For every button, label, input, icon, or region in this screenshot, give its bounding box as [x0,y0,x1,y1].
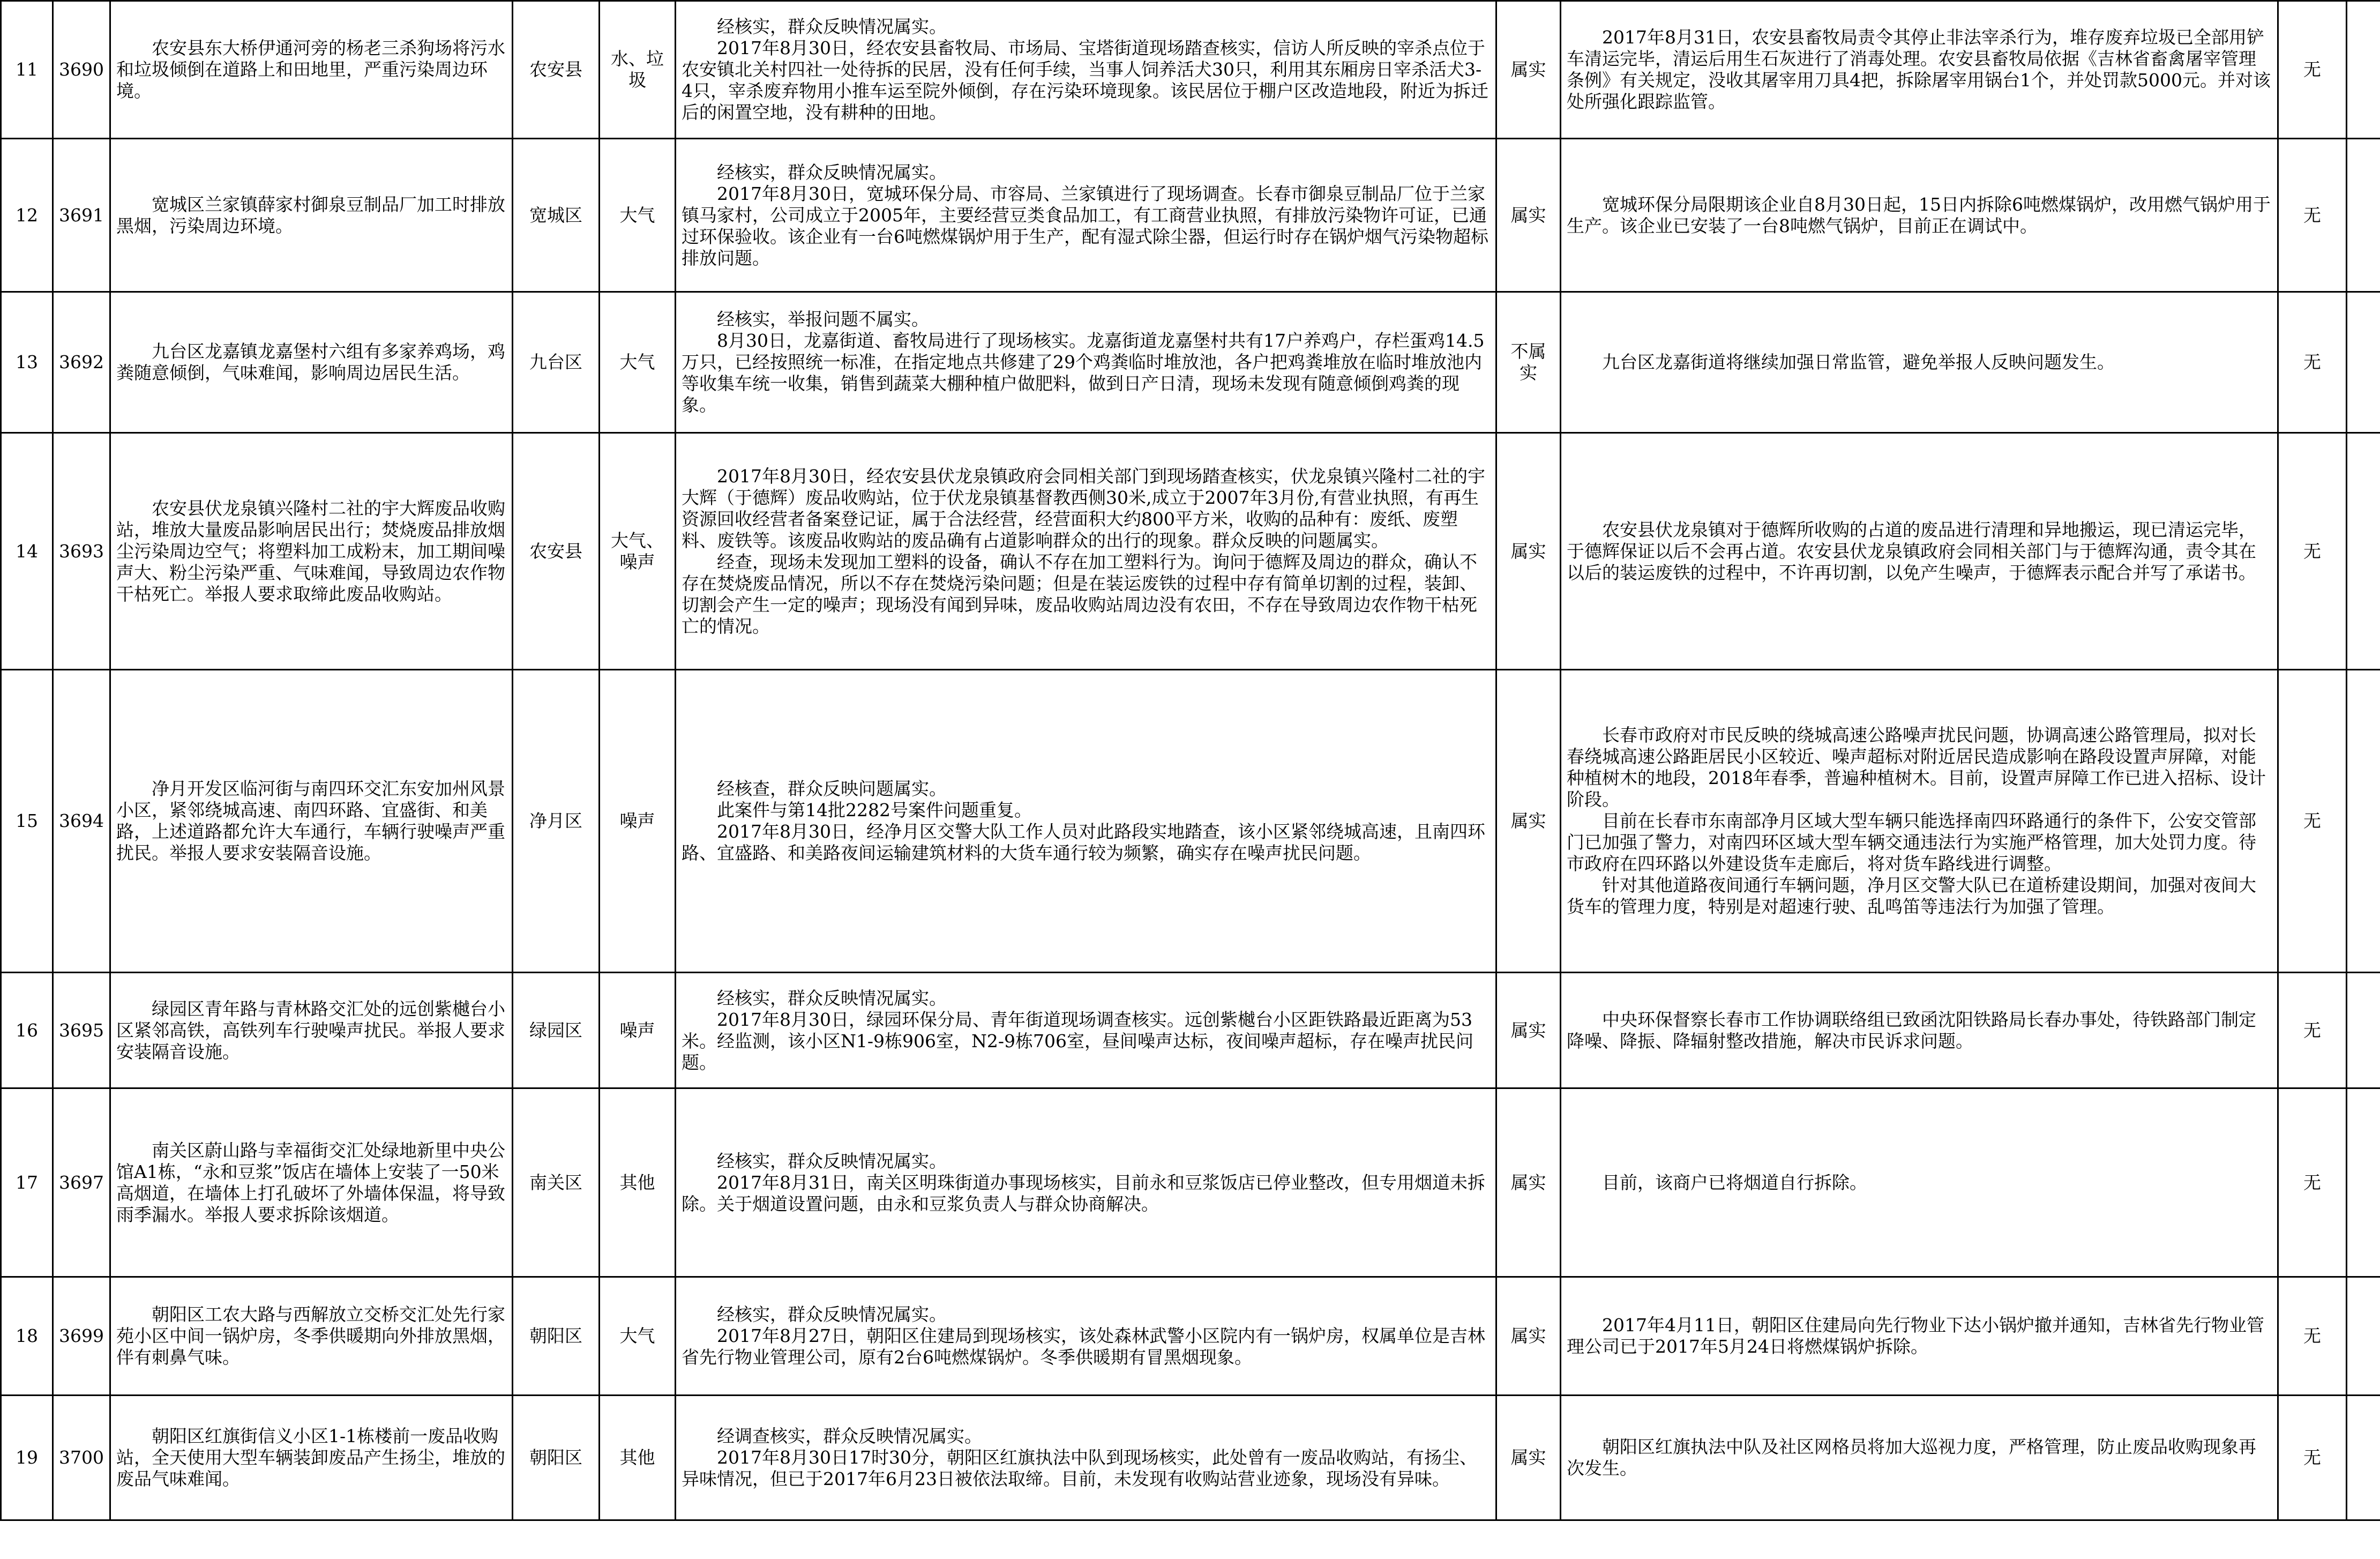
investigation-finding-cell [676,292,1496,433]
remarks-cell [2347,292,2380,433]
action-paragraph: 农安县伏龙泉镇对于德辉所收购的占道的废品进行清理和异地搬运，现已清运完毕，于德辉保证以后不会再占道。农安县伏龙泉镇政府会同相关部门与于德辉沟通，责令其在以后的装运废铁的过程中，不许再切割，以免产生噪声，于德辉表示配合并写了承诺书。 [1567,519,2256,583]
row-number-cell: 17 [1,1088,53,1277]
verdict-text: 属实 [1510,810,1546,831]
investigation-finding-cell [676,1088,1496,1277]
remarks-cell [2347,1,2380,139]
finding-paragraph: 2017年8月27日，朝阳区住建局到现场核实，该处森林武警小区院内有一锅炉房，权属单位是吉林省先行物业管理公司，原有2台6吨燃煤锅炉。冬季供暖期有冒黑烟现象。 [682,1325,1485,1368]
rectification-action-cell [1561,670,2278,973]
category-text: 水、垃圾 [611,48,664,91]
district-cell: 朝阳区 [513,1277,600,1396]
complaint-text: 净月开发区临河街与南四环交汇东安加州风景小区，紧邻绕城高速、南四环路、宜盛街、和美路，上述道路都允许大车通行，车辆行驶噪声严重扰民。举报人要求安装隔音设施。 [116,778,505,863]
accountability-cell: 无 [2278,1396,2347,1520]
district-cell: 农安县 [513,1,600,139]
complaint-content-cell [110,670,513,973]
accountability-cell: 无 [2278,139,2347,292]
action-paragraph: 朝阳区红旗执法中队及社区网格员将加大巡视力度，严格管理，防止废品收购现象再次发生。 [1567,1436,2256,1479]
table-row [1,1396,2380,1520]
complaint-text: 南关区蔚山路与幸福街交汇处绿地新里中央公馆A1栋，“永和豆浆”饭店在墙体上安装了一50米高烟道，在墙体上打孔破坏了外墙体保温，将导致雨季漏水。举报人要求拆除该烟道。 [116,1139,505,1225]
verdict-text: 属实 [1510,59,1546,80]
row-number-cell: 15 [1,670,53,973]
row-number-cell: 12 [1,139,53,292]
action-paragraph: 中央环保督察长春市工作协调联络组已致函沈阳铁路局长春办事处，待铁路部门制定降噪、降振、降辐射整改措施，解决市民诉求问题。 [1567,1009,2256,1051]
category-text: 大气 [619,204,655,226]
complaint-text: 宽城区兰家镇薛家村御泉豆制品厂加工时排放黑烟，污染周边环境。 [116,193,505,236]
remarks-cell [2347,433,2380,670]
table-row [1,139,2380,292]
action-paragraph: 宽城环保分局限期该企业自8月30日起，15日内拆除6吨燃煤锅炉，改用燃气锅炉用于生产。该企业已安装了一台8吨燃气锅炉，目前正在调试中。 [1567,193,2271,236]
category-text: 其他 [619,1172,655,1193]
verdict-cell [1496,670,1561,973]
case-id-cell: 3691 [53,139,110,292]
complaint-content-cell [110,973,513,1088]
accountability-cell: 无 [2278,973,2347,1088]
complaint-text: 绿园区青年路与青林路交汇处的远创紫樾台小区紧邻高铁，高铁列车行驶噪声扰民。举报人要求安装隔音设施。 [116,998,505,1062]
complaint-content-cell [110,292,513,433]
table-row [1,1277,2380,1396]
case-id-cell: 3700 [53,1396,110,1520]
rectification-action-cell [1561,1277,2278,1396]
accountability-cell: 无 [2278,433,2347,670]
pollution-category-cell [600,139,676,292]
rectification-action-cell [1561,973,2278,1088]
finding-paragraph: 经查，现场未发现加工塑料的设备，确认不存在加工塑料行为。询问于德辉及周边的群众，确认不存在焚烧废品情况，所以不存在焚烧污染问题；但是在装运废铁的过程中存有简单切割的过程，装卸、切割会产生一定的噪声；现场没有闻到异味，废品收购站周边没有农田，不存在导致周边农作物干枯死亡的情况。 [682,551,1477,637]
action-paragraph: 目前，该商户已将烟道自行拆除。 [1602,1172,1867,1193]
complaint-text: 朝阳区红旗街信义小区1-1栋楼前一废品收购站，全天使用大型车辆装卸废品产生扬尘，堆放的废品气味难闻。 [116,1426,505,1489]
finding-paragraph: 经核实，群众反映情况属实。 [717,161,947,183]
finding-paragraph: 经核实，群众反映情况属实。 [717,1304,947,1325]
table-row [1,1,2380,139]
finding-paragraph: 8月30日，龙嘉街道、畜牧局进行了现场核实。龙嘉街道龙嘉堡村共有17户养鸡户，存栏蛋鸡14.5万只，已经按照统一标准，在指定地点共修建了29个鸡粪临时堆放池，各户把鸡粪堆放在临时堆放池内等收集车统一收集，销售到蔬菜大棚种植户做肥料，做到日产日清，现场未发现有随意倾倒鸡粪的现象。 [682,330,1485,415]
verdict-cell [1496,1088,1561,1277]
pollution-category-cell [600,1,676,139]
accountability-cell: 无 [2278,1277,2347,1396]
complaint-content-cell [110,1277,513,1396]
pollution-category-cell [600,292,676,433]
finding-paragraph: 2017年8月30日，宽城环保分局、市容局、兰家镇进行了现场调查。长春市御泉豆制品厂位于兰家镇马家村，公司成立于2005年，主要经营豆类食品加工，有工商营业执照，有排放污染物许可证，已通过环保验收。该企业有一台6吨燃煤锅炉用于生产，配有湿式除尘器，但运行时存在锅炉烟气污染物超标排放问题。 [682,183,1488,268]
finding-paragraph: 2017年8月30日17时30分，朝阳区红旗执法中队到现场核实，此处曾有一废品收购站，有扬尘、异味情况，但已于2017年6月23日被依法取缔。目前，未发现有收购站营业迹象，现场没有异味。 [682,1447,1477,1489]
row-number-cell: 11 [1,1,53,139]
pollution-category-cell [600,1088,676,1277]
rectification-action-cell [1561,292,2278,433]
complaint-content-cell [110,1396,513,1520]
district-cell: 九台区 [513,292,600,433]
finding-paragraph: 经核实，群众反映情况属实。 [717,987,947,1009]
table-row [1,433,2380,670]
verdict-text: 不属实 [1510,341,1546,383]
verdict-cell [1496,973,1561,1088]
remarks-cell [2347,670,2380,973]
table-row [1,1088,2380,1277]
remarks-cell [2347,1277,2380,1396]
finding-paragraph: 此案件与第14批2282号案件问题重复。 [717,800,1032,820]
investigation-finding-cell [676,973,1496,1088]
verdict-text: 属实 [1510,1019,1546,1041]
category-text: 大气 [619,352,655,372]
action-paragraph: 针对其他道路夜间通行车辆问题，净月区交警大队已在道桥建设期间，加强对夜间大货车的管理力度，特别是对超速行驶、乱鸣笛等违法行为加强了管理。 [1567,875,2256,917]
finding-paragraph: 经核实，群众反映情况属实。 [717,16,947,37]
pollution-category-cell [600,670,676,973]
finding-paragraph: 经核实，举报问题不属实。 [717,309,929,330]
verdict-cell [1496,1,1561,139]
category-text: 大气 [619,1325,655,1346]
row-number-cell: 16 [1,973,53,1088]
verdict-cell [1496,1396,1561,1520]
rectification-action-cell [1561,433,2278,670]
verdict-cell [1496,139,1561,292]
accountability-cell: 无 [2278,1,2347,139]
complaint-text: 农安县东大桥伊通河旁的杨老三杀狗场将污水和垃圾倾倒在道路上和田地里，严重污染周边环境。 [116,38,505,101]
finding-paragraph: 2017年8月30日，经农安县伏龙泉镇政府会同相关部门到现场踏查核实，伏龙泉镇兴隆村二社的宇大辉（于德辉）废品收购站，位于伏龙泉镇基督教西侧30米,成立于2007年3月份,有营业执照，有再生资源回收经营者备案登记证，属于合法经营，经营面积大约800平方米，收购的品种有：废纸、废塑料、废铁等。该废品收购站的废品确有占道影响群众的出行的现象。群众反映的问题属实。 [682,465,1485,551]
investigation-finding-cell [676,433,1496,670]
district-cell: 宽城区 [513,139,600,292]
table-body [1,1,2380,1520]
pollution-category-cell [600,1396,676,1520]
row-number-cell: 18 [1,1277,53,1396]
rectification-action-cell [1561,1396,2278,1520]
pollution-category-cell [600,973,676,1088]
verdict-cell [1496,292,1561,433]
remarks-cell [2347,973,2380,1088]
investigation-finding-cell [676,139,1496,292]
table-row [1,292,2380,433]
rectification-action-cell [1561,1,2278,139]
complaint-content-cell [110,433,513,670]
finding-paragraph: 2017年8月30日，经农安县畜牧局、市场局、宝塔街道现场踏查核实，信访人所反映的宰杀点位于农安镇北关村四社一处待拆的民居，没有任何手续，当事人饲养活犬30只，利用其东厢房日宰杀活犬3-4只，宰杀废弃物用小推车运至院外倾倒，存在污染环境现象。该民居位于棚户区改造地段，附近为拆迁后的闲置空地，没有耕种的田地。 [682,38,1488,123]
complaint-text: 农安县伏龙泉镇兴隆村二社的宇大辉废品收购站，堆放大量废品影响居民出行；焚烧废品排放烟尘污染周边空气；将塑料加工成粉末，加工期间噪声大、粉尘污染严重、气味难闻，导致周边农作物干枯死亡。举报人要求取缔此废品收购站。 [116,497,505,605]
case-id-cell: 3692 [53,292,110,433]
category-text: 其他 [619,1447,655,1468]
case-id-cell: 3693 [53,433,110,670]
row-number-cell: 14 [1,433,53,670]
complaint-content-cell [110,139,513,292]
finding-paragraph: 2017年8月30日，经净月区交警大队工作人员对此路段实地踏查，该小区紧邻绕城高速，且南四环路、宜盛路、和美路夜间运输建筑材料的大货车通行较为频繁，确实存在噪声扰民问题。 [682,821,1485,863]
case-id-cell: 3694 [53,670,110,973]
rectification-action-cell [1561,1088,2278,1277]
accountability-cell: 无 [2278,1088,2347,1277]
pollution-category-cell [600,433,676,670]
investigation-finding-cell [676,1,1496,139]
case-id-cell: 3697 [53,1088,110,1277]
complaint-content-cell [110,1,513,139]
complaint-text: 九台区龙嘉镇龙嘉堡村六组有多家养鸡场，鸡粪随意倾倒，气味难闻，影响周边居民生活。 [116,341,505,383]
district-cell: 绿园区 [513,973,600,1088]
table-row [1,973,2380,1088]
finding-paragraph: 2017年8月31日，南关区明珠街道办事现场核实，目前永和豆浆饭店已停业整改，但专用烟道未拆除。关于烟道设置问题，由永和豆浆负责人与群众协商解决。 [682,1172,1485,1214]
verdict-text: 属实 [1510,540,1546,562]
action-paragraph: 2017年8月31日，农安县畜牧局责令其停止非法宰杀行为，堆存废弃垃圾已全部用铲车清运完毕，清运后用生石灰进行了消毒处理。农安县畜牧局依据《吉林省畜禽屠宰管理条例》有关规定，没收其屠宰用刀具4把，拆除屠宰用锅台1个，并处罚款5000元。并对该处所强化跟踪监管。 [1567,27,2271,112]
verdict-text: 属实 [1510,1447,1546,1468]
category-text: 大气、噪声 [611,529,664,572]
verdict-text: 属实 [1510,204,1546,226]
remarks-cell [2347,1088,2380,1277]
district-cell: 农安县 [513,433,600,670]
case-id-cell: 3690 [53,1,110,139]
complaint-content-cell [110,1088,513,1277]
action-paragraph: 九台区龙嘉街道将继续加强日常监管，避免举报人反映问题发生。 [1602,352,2115,372]
district-cell: 南关区 [513,1088,600,1277]
accountability-cell: 无 [2278,292,2347,433]
remarks-cell [2347,1396,2380,1520]
complaint-text: 朝阳区工农大路与西解放立交桥交汇处先行家苑小区中间一锅炉房，冬季供暖期向外排放黑烟，伴有刺鼻气味。 [116,1304,505,1368]
investigation-finding-cell [676,1277,1496,1396]
row-number-cell: 19 [1,1396,53,1520]
investigation-finding-cell [676,670,1496,973]
finding-paragraph: 经调查核实，群众反映情况属实。 [717,1426,982,1446]
table-row [1,670,2380,973]
action-paragraph: 2017年4月11日，朝阳区住建局向先行物业下达小锅炉撤并通知，吉林省先行物业管理公司已于2017年5月24日将燃煤锅炉拆除。 [1567,1315,2264,1357]
case-id-cell: 3699 [53,1277,110,1396]
verdict-cell [1496,433,1561,670]
verdict-text: 属实 [1510,1325,1546,1346]
district-cell: 净月区 [513,670,600,973]
row-number-cell: 13 [1,292,53,433]
district-cell: 朝阳区 [513,1396,600,1520]
verdict-cell [1496,1277,1561,1396]
finding-paragraph: 经核实，群众反映情况属实。 [717,1150,947,1172]
action-paragraph: 目前在长春市东南部净月区域大型车辆只能选择南四环路通行的条件下，公安交管部门已加强了警力，对南四环区域大型车辆交通违法行为实施严格管理，加大处罚力度。待市政府在四环路以外建设货车走廊后，将对货车路线进行调整。 [1567,810,2256,874]
rectification-action-cell [1561,139,2278,292]
case-id-cell: 3695 [53,973,110,1088]
remarks-cell [2347,139,2380,292]
accountability-cell: 无 [2278,670,2347,973]
action-paragraph: 长春市政府对市民反映的绕城高速公路噪声扰民问题，协调高速公路管理局，拟对长春绕城高速公路距居民小区较近、噪声超标对附近居民造成影响在路段设置声屏障，对能种植树木的地段，2018年春季，普遍种植树木。目前，设置声屏障工作已进入招标、设计阶段。 [1567,725,2266,810]
category-text: 噪声 [619,1019,655,1041]
pollution-category-cell [600,1277,676,1396]
verdict-text: 属实 [1510,1172,1546,1193]
finding-paragraph: 2017年8月30日，绿园环保分局、青年街道现场调查核实。远创紫樾台小区距铁路最近距离为53米。经监测，该小区N1-9栋906室，N2-9栋706室，昼间噪声达标，夜间噪声超标，存在噪声扰民问题。 [682,1009,1474,1073]
finding-paragraph: 经核查，群众反映问题属实。 [717,778,947,799]
investigation-finding-cell [676,1396,1496,1520]
category-text: 噪声 [619,810,655,831]
